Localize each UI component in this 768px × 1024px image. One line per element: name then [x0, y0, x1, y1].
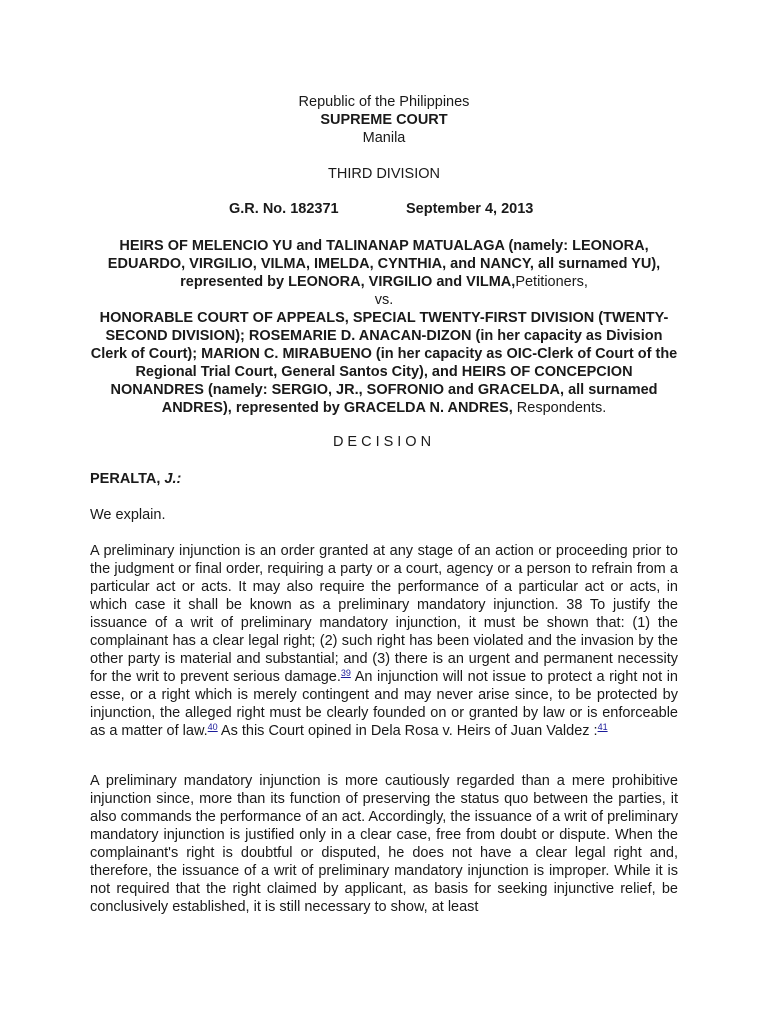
ponente-title: J.: — [164, 471, 182, 487]
respondents-label: Respondents. — [516, 400, 607, 416]
footnote-40-link[interactable]: 40 — [207, 722, 218, 732]
respondents-names: HONORABLE COURT OF APPEALS, SPECIAL TWENTY-FIRST DIVISION (TWENTY-SECOND DIVISION); ROSEMARIE D. ANACAN-DIZON (in her capacity as Division Clerk of Court); MARION C. MIRABUENO (in her capacity as OIC-Clerk of Court of the Regional Trial Court, General Santos City), and HEIRS OF CONCEPCION NONANDRES (namely: SERGIO, JR., SOFRONIO and GRACELDA, all surnamed ANDRES), represented by GRACELDA N. ANDRES, — [90, 310, 678, 416]
decision-title: DECISION — [332, 434, 436, 450]
versus: vs. — [374, 292, 394, 308]
paragraph-1-part-2: An injunction will not issue to protect a right not in esse, or a right which is merely contingent and may never arise since, to be protected by injunction, the alleged right must be clearly founded on or granted by law or is enforceable as a matter of law. — [90, 669, 678, 739]
paragraph-1-part-1: A preliminary injunction is an order granted at any stage of an action or proceeding prior to the judgment or final order, requiring a party or a court, agency or a person to refrain from a particular act or acts. It may also require the performance of a particular act or acts, in which case it shall be known as a preliminary mandatory injunction. 38 To justify the issuance of a writ of preliminary mandatory injunction, it must be shown that: (1) the complainant has a clear legal right; (2) such right has been violated and the invasion by the other party is material and substantial; and (3) there is an urgent and permanent necessity for the writ to prevent serious damage. — [90, 543, 678, 685]
footnote-41-link[interactable]: 41 — [597, 722, 608, 732]
ponente — [90, 470, 678, 488]
republic-line: Republic of the Philippines — [298, 94, 470, 110]
footnote-39-link[interactable]: 39 — [340, 668, 351, 678]
intro-paragraph: We explain. — [90, 507, 166, 523]
respondents-block — [90, 309, 678, 417]
paragraph-1 — [90, 542, 678, 740]
court-city: Manila — [362, 130, 406, 146]
paragraph-2: A preliminary mandatory injunction is more cautiously regarded than a mere prohibitive injunction since, more than its function of preserving the status quo between the parties, it also commands the performance of an act. Accordingly, the issuance of a writ of preliminary mandatory injunction is justified only in a clear case, free from doubt or dispute. When the complainant's right is doubtful or disputed, he does not have a clear legal right and, therefore, the issuance of a writ of preliminary mandatory injunction is improper. While it is not required that the right claimed by applicant, as basis for seeking injunctive relief, be conclusively established, it is still necessary to show, at least — [90, 773, 678, 915]
petitioners-block — [88, 237, 680, 291]
paragraph-1-part-3: As this Court opined in Dela Rosa v. Heirs of Juan Valdez : — [217, 723, 598, 739]
decision-date: September 4, 2013 — [406, 201, 534, 217]
ponente-name: PERALTA, — [90, 471, 161, 487]
petitioners-label: Petitioners, — [515, 274, 588, 290]
division-name: THIRD DIVISION — [328, 166, 440, 182]
gr-number: G.R. No. 182371 — [229, 201, 339, 217]
court-name: SUPREME COURT — [320, 112, 448, 128]
petitioners-names: HEIRS OF MELENCIO YU and TALINANAP MATUALAGA (namely: LEONORA, EDUARDO, VIRGILIO, VILMA, IMELDA, CYNTHIA, and NANCY, all surnamed YU), represented by LEONORA, VIRGILIO and VILMA, — [107, 238, 661, 290]
